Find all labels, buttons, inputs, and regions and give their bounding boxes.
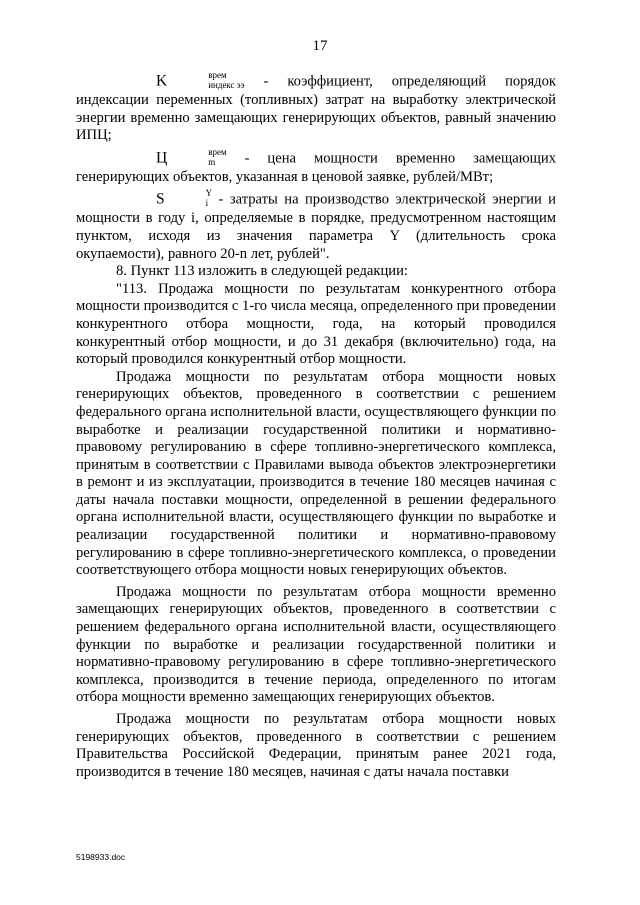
paragraph-temporary-objects: Продажа мощности по результатам отбора мощности временно замещающих генерирующих объектов, проведенного в соответствии с решением федерального органа исполнительной власти, осуществляющего функции по выработке и реализации государственной политики и нормативно-правовому регулированию в сфере топливно-энергетического комплекса, производится в течение периода, определенного по итогам отбора мощности временно замещающих генерирующих объектов. <box>76 583 556 706</box>
paragraph-item-113: "113. Продажа мощности по результатам конкурентного отбора мощности производится с 1-го числа месяца, определенного при проведении конкурентного отбора мощности, года, на который проводился конкурентный отбор мощности, и до 31 декабря (включительно) года, на который проводился конкурентный отбор мощности. <box>76 280 556 368</box>
footer-filename: 5198933.doc <box>76 852 126 862</box>
symbol-k-subscript: индекс ээ <box>208 80 245 90</box>
page-number: 17 <box>312 38 328 54</box>
definition-s-costs <box>76 190 556 263</box>
symbol-s-superscript: Y <box>205 188 213 199</box>
symbol-k-superscript: врем <box>208 70 227 80</box>
paragraph-item-8: 8. Пункт 113 изложить в следующей редакции: <box>116 263 408 280</box>
symbol-s-subscript: i <box>205 198 209 209</box>
paragraph-new-objects-ministry: Продажа мощности по результатам отбора мощности новых генерирующих объектов, проведенного в соответствии с решением федерального органа исполнительной власти, осуществляющего функции по выработке и реализации государственной политики и нормативно-правовому регулированию в сфере топливно-энергетического комплекса, принятым в соответствии с Правилами вывода объектов электроэнергетики в ремонт и из эксплуатации, производится в течение 180 месяцев начиная с даты начала поставки мощности, определенной в решении федерального органа исполнительной власти, осуществляющего функции по выработке и реализации государственной политики и нормативно-правовому регулированию в сфере топливно-энергетического комплекса, о проведении соответствующего отбора мощности новых генерирующих объектов. <box>76 368 556 579</box>
symbol-c-superscript: врем <box>208 146 227 157</box>
definition-k-text: - коэффициент, определяющий порядок индексации переменных (топливных) затрат на выработку электрической энергии временно замещающих генерирующих объектов, равный значению ИПЦ; <box>76 73 556 144</box>
definition-c-text: - цена мощности временно замещающих генерирующих объектов, указанная в ценовой заявке, рублей/МВт; <box>76 150 556 185</box>
definition-c-price <box>76 146 556 187</box>
symbol-k-index: K врем индекс ээ <box>156 70 245 90</box>
definition-s-text: - затраты на производство электрической энергии и мощности в году i, определяемые в порядке, предусмотренном настоящим пунктом, исходя из значения параметра Y (длительность срока окупаемости), равного 20-n лет, рублей". <box>76 191 556 262</box>
symbol-s-costs: S Y i <box>156 188 213 209</box>
symbol-c-subscript: m <box>208 156 216 167</box>
definition-k-index <box>76 72 556 145</box>
paragraph-new-objects-government: Продажа мощности по результатам отбора мощности новых генерирующих объектов, проведенного в соответствии с решением Правительства Российской Федерации, принятым ранее 2021 года, производится в течение 180 месяцев, начиная с даты начала поставки <box>76 711 556 780</box>
document-body <box>76 72 556 781</box>
symbol-c-price: Ц врем m <box>156 146 227 167</box>
